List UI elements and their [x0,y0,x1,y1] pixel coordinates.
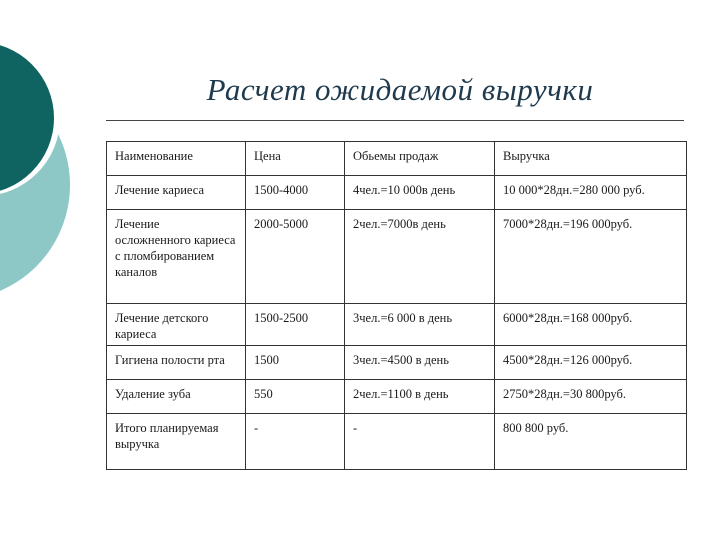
cell-volume: 2чел.=7000в день [345,210,495,304]
cell-volume: 3чел.=4500 в день [345,346,495,380]
cell-name: Лечение осложненного кариеса с пломбированием каналов [107,210,246,304]
table-row [107,304,687,346]
cell-revenue: 7000*28дн.=196 000руб. [495,210,687,304]
cell-name: Удаление зуба [107,380,246,414]
table-row [107,210,687,304]
decorative-circles [0,0,90,300]
table-row [107,176,687,210]
revenue-table [106,141,687,470]
cell-volume: 2чел.=1100 в день [345,380,495,414]
table-row [107,346,687,380]
table-total-row [107,414,687,470]
cell-volume: 4чел.=10 000в день [345,176,495,210]
cell-price: 1500-4000 [246,176,345,210]
cell-revenue: 10 000*28дн.=280 000 руб. [495,176,687,210]
cell-price: - [246,414,345,470]
cell-name: Итого планируемая выручка [107,414,246,470]
cell-volume: 3чел.=6 000 в день [345,304,495,346]
cell-price: 2000-5000 [246,210,345,304]
header-volume: Обьемы продаж [345,142,495,176]
cell-price: 1500-2500 [246,304,345,346]
header-name: Наименование [107,142,246,176]
header-price: Цена [246,142,345,176]
cell-name: Лечение кариеса [107,176,246,210]
cell-name: Лечение детского кариеса [107,304,246,346]
cell-revenue: 800 800 руб. [495,414,687,470]
table-row [107,380,687,414]
cell-revenue: 6000*28дн.=168 000руб. [495,304,687,346]
cell-revenue: 4500*28дн.=126 000руб. [495,346,687,380]
page-title: Расчет ожидаемой выручки [206,72,594,107]
cell-revenue: 2750*28дн.=30 800руб. [495,380,687,414]
cell-price: 550 [246,380,345,414]
cell-name: Гигиена полости рта [107,346,246,380]
table-header-row [107,142,687,176]
cell-price: 1500 [246,346,345,380]
title-divider [106,120,684,121]
cell-volume: - [345,414,495,470]
header-revenue: Выручка [495,142,687,176]
